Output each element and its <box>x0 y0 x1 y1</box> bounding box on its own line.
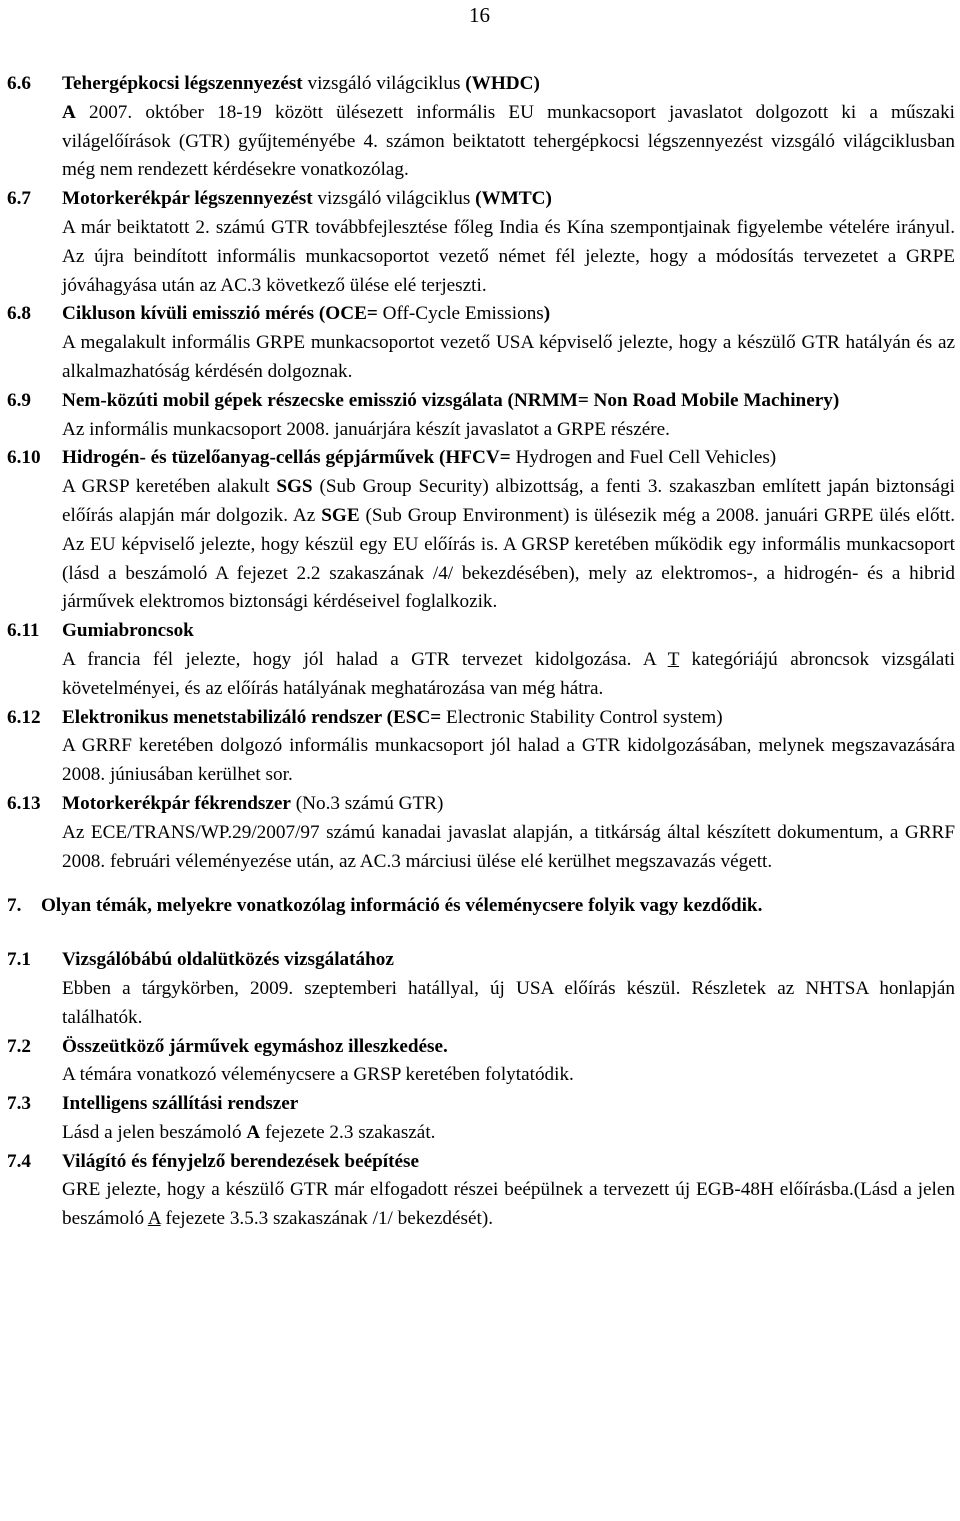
section-heading <box>62 387 955 416</box>
section-heading <box>62 444 955 473</box>
section-heading <box>62 704 955 733</box>
text-run: A témára vonatkozó véleménycsere a GRSP keretében folytatódik. <box>62 1064 574 1086</box>
underlined-text: T <box>667 648 680 670</box>
section-7-list <box>7 946 955 1234</box>
text-run: (Sub Group Security) albizottság, a fenti 3. szakaszban említett japán biztonsági előírás alapján már dolgozik. Az <box>62 476 955 526</box>
bold-text: ) <box>543 303 551 325</box>
underlined-text: A <box>147 1208 161 1230</box>
text-run: A francia fél jelezte, hogy jól halad a GTR tervezet kidolgozása. A <box>62 648 668 670</box>
section-body <box>62 329 955 387</box>
text-run: A megalakult informális GRPE munkacsoportot vezető USA képviselő jelezte, hogy a készülő GTR hatályán és az alkalmazhatóság kérdésén dolgoznak. <box>62 332 955 382</box>
section-number: 6.7 <box>7 188 31 210</box>
section-7-2 <box>7 1033 955 1091</box>
section-number: 7.3 <box>7 1093 31 1115</box>
bold-text: Hidrogén- és tüzelőanyag-cellás gépjárművek (HFCV= <box>62 447 511 469</box>
section-6-12 <box>7 704 955 790</box>
text-run: Az informális munkacsoport 2008. januárjára készít javaslatot a GRPE részére. <box>62 418 670 440</box>
bold-text: Tehergépkocsi légszennyezést <box>62 73 303 94</box>
section-number: 7.2 <box>7 1035 31 1057</box>
bold-text: Motorkerékpár fékrendszer <box>62 792 291 814</box>
section-heading <box>62 1090 955 1119</box>
section-body <box>62 473 955 617</box>
text-run: A GRRF keretében dolgozó informális munkacsoport jól halad a GTR kidolgozásában, melynek megszavazására 2008. júniusában kerülhet sor. <box>62 735 955 786</box>
section-heading <box>62 1033 955 1062</box>
bold-text: SGS <box>276 476 313 498</box>
section-number: 6.11 <box>7 620 40 642</box>
section-6-8 <box>7 300 955 386</box>
section-body <box>62 1119 955 1148</box>
bold-text: Elektronikus menetstabilizáló rendszer (ESC= <box>62 706 442 728</box>
text-run: vizsgáló világciklus <box>312 188 476 210</box>
section-body <box>62 1061 955 1090</box>
bold-text: A <box>246 1121 261 1143</box>
section-body <box>62 214 955 300</box>
section-body <box>62 99 955 185</box>
section-6-9 <box>7 387 955 445</box>
bold-text: SGE <box>321 504 360 526</box>
section-7-4 <box>7 1148 955 1234</box>
bold-text: A <box>62 101 76 123</box>
section-number: 6.13 <box>7 792 41 814</box>
text-run: Off-Cycle Emissions <box>377 303 544 325</box>
section-number: 6.9 <box>7 389 31 411</box>
text-run: Az ECE/TRANS/WP.29/2007/97 számú kanadai javaslat alapján, a titkárság által készített dokumentum, a GRRF 2008. februári véleményezése után, az AC.3 márciusi ülése elé kerülhet megszavazás végett. <box>62 821 955 872</box>
page-number: 16 <box>469 3 490 27</box>
chapter-number: 7. <box>7 895 22 917</box>
section-number: 6.8 <box>7 303 31 325</box>
section-6-7 <box>7 185 955 300</box>
bold-text: Intelligens szállítási rendszer <box>62 1093 299 1115</box>
section-heading <box>62 1148 955 1177</box>
section-6-10 <box>7 444 955 617</box>
text-run: A már beiktatott 2. számú GTR továbbfejlesztése főleg India és Kína szempontjainak figyelembe vételére irányul. Az újra beindított informális munkacsoportot vezető német fél jelezte, hogy a módosítás tervezetet a GRPE jóváhagyása után az AC.3 következő ülése elé terjeszti. <box>62 216 955 296</box>
bold-text: (WHDC) <box>465 73 540 94</box>
chapter-7-heading <box>7 892 955 921</box>
section-6-6 <box>7 70 955 185</box>
section-body <box>62 646 955 704</box>
text-run: Hydrogen and Fuel Cell Vehicles) <box>510 447 777 469</box>
text-run: vizsgáló világciklus <box>302 73 466 94</box>
section-body <box>62 975 955 1033</box>
section-7-1 <box>7 946 955 1032</box>
section-heading <box>62 790 955 819</box>
text-run: Electronic Stability Control system) <box>441 706 723 728</box>
section-7-3 <box>7 1090 955 1148</box>
section-body <box>62 819 955 877</box>
text-run: kategóriájú abroncsok vizsgálati követelményei, és az előírás hatályának meghatározása van még hátra. <box>62 648 955 699</box>
section-heading <box>62 946 955 975</box>
text-run: A GRSP keretében alakult <box>62 476 277 498</box>
text-run: 2007. október 18-19 között ülésezett informális EU munkacsoport javaslatot dolgozott ki a műszaki világelőírások (GTR) gyűjteményébe 4. számon beiktatott tehergépkocsi légszennyezést vizsgáló világciklusban még nem rendezett kérdésekre vonatkozólag. <box>62 101 955 181</box>
bold-text: Vizsgálóbábú oldalütközés vizsgálatához <box>62 949 394 971</box>
section-number: 7.1 <box>7 949 31 971</box>
text-run: GRE jelezte, hogy a készülő GTR már elfogadott részei beépülnek a tervezett új EGB-48H előírásba.(Lásd a jelen beszámoló <box>62 1179 955 1230</box>
section-number: 6.6 <box>7 73 31 94</box>
section-heading <box>62 617 955 646</box>
document-content <box>7 70 955 1234</box>
section-heading <box>62 70 955 99</box>
section-6-list <box>7 70 955 876</box>
bold-text: (WMTC) <box>475 188 552 210</box>
section-body <box>62 416 955 445</box>
bold-text: Cikluson kívüli emisszió mérés (OCE= <box>62 303 378 325</box>
section-body <box>62 732 955 790</box>
chapter-title: Olyan témák, melyekre vonatkozólag információ és véleménycsere folyik vagy kezdődik. <box>41 895 763 917</box>
section-body <box>62 1176 955 1234</box>
section-6-13 <box>7 790 955 876</box>
section-heading <box>62 300 955 329</box>
text-run: fejezete 2.3 szakaszát. <box>260 1121 436 1143</box>
section-number: 7.4 <box>7 1150 31 1172</box>
bold-text: Összeütköző járművek egymáshoz illeszkedése. <box>62 1035 448 1057</box>
text-run: Lásd a jelen beszámoló <box>62 1121 247 1143</box>
bold-text: Világító és fényjelző berendezések beépítése <box>62 1150 420 1172</box>
bold-text: Gumiabroncsok <box>62 620 194 642</box>
section-number: 6.12 <box>7 706 41 728</box>
text-run: fejezete 3.5.3 szakaszának /1/ bekezdését). <box>160 1208 494 1230</box>
text-run: Ebben a tárgykörben, 2009. szeptemberi hatállyal, új USA előírás készül. Részletek az NHTSA honlapján találhatók. <box>62 977 955 1028</box>
text-run: (Sub Group Environment) is ülésezik még a 2008. januári GRPE ülés előtt. Az EU képviselő jelezte, hogy készül egy EU előírás is. A GRSP keretében működik egy informális munkacsoport (lásd a beszámoló A fejezet 2.2 szakaszának /4/ bekezdésében), mely az elektromos-, a hidrogén- és a hibrid járművek elektromos biztonsági kérdéseivel foglalkozik. <box>62 504 955 613</box>
section-6-11 <box>7 617 955 703</box>
section-heading <box>62 185 955 214</box>
text-run: (No.3 számú GTR) <box>290 792 444 814</box>
section-number: 6.10 <box>7 447 41 469</box>
bold-text: Motorkerékpár légszennyezést <box>62 188 313 210</box>
bold-text: Nem-közúti mobil gépek részecske emisszió vizsgálata (NRMM= Non Road Mobile Machinery) <box>62 389 840 411</box>
